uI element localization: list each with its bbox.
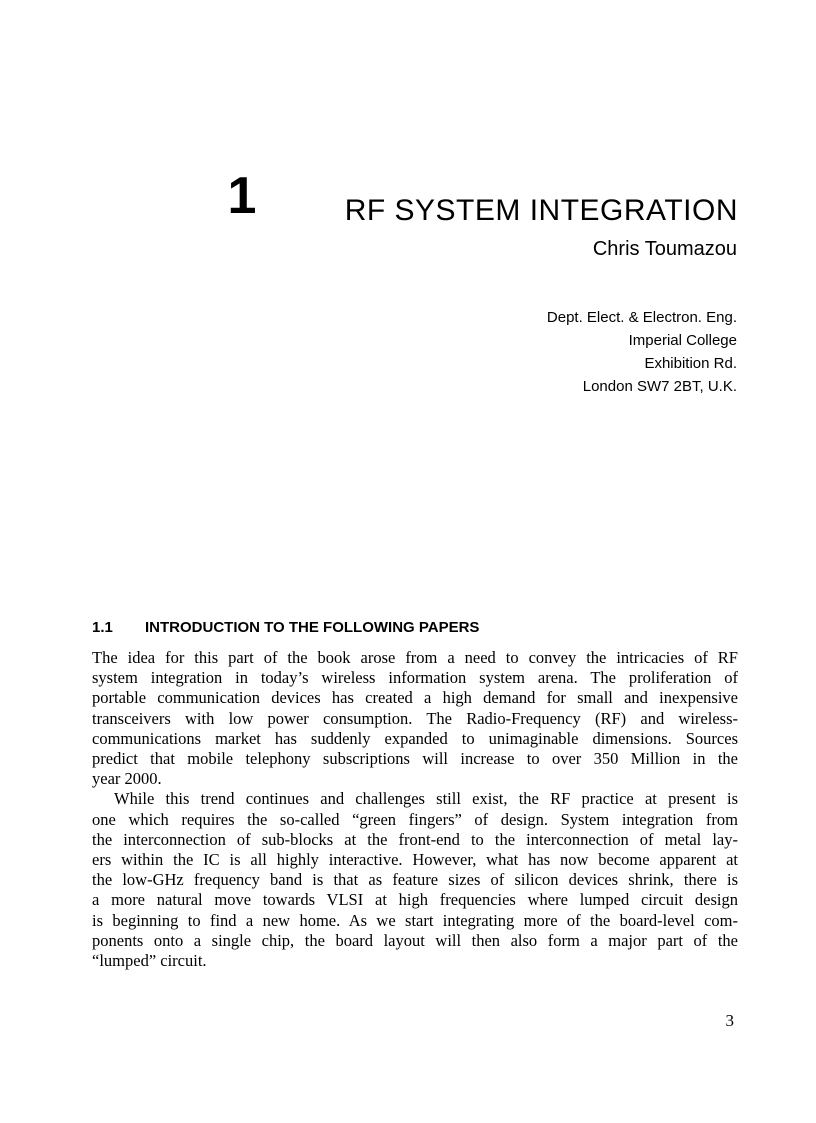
text-line: While this trend continues and challenges still exist, the RF practice at present is [114,789,738,809]
text-line: the interconnection of sub-blocks at the front-end to the interconnection of metal lay- [92,829,738,849]
body-text [92,648,738,971]
text-line: communications market has suddenly expanded to unimaginable dimensions. Sources [92,728,738,748]
affiliation-line: London SW7 2BT, U.K. [582,378,737,395]
text-line: one which requires the so-called “green fingers” of design. System integration from [92,809,738,829]
text-line: the low-GHz frequency band is that as feature sizes of silicon devices shrink, there is [92,870,738,890]
text-line: a more natural move towards VLSI at high frequencies where lumped circuit design [92,890,738,910]
affiliation-line: Imperial College [628,332,737,349]
text-line: ponents onto a single chip, the board layout will then also form a major part of the [92,930,738,950]
page-number: 3 [725,1011,734,1030]
text-line: ers within the IC is all highly interactive. However, what has now become apparent at [92,850,738,870]
section-heading [92,619,479,636]
text-line: The idea for this part of the book arose from a need to convey the intricacies of RF [92,648,738,667]
chapter-title: RF SYSTEM INTEGRATION [344,194,738,227]
text-line: year 2000. [92,769,162,789]
section-title: INTRODUCTION TO THE FOLLOWING PAPERS [145,619,480,636]
paragraph [92,648,738,789]
text-line: “lumped” circuit. [92,951,207,971]
text-line: predict that mobile telephony subscriptions will increase to over 350 Million in the [92,749,738,769]
text-line: portable communication devices has created a high demand for small and inexpensive [92,688,738,708]
text-line: system integration in today’s wireless information system arena. The proliferation of [92,668,738,688]
author-affiliation [547,306,737,398]
affiliation-line: Exhibition Rd. [644,355,737,372]
text-line: transceivers with low power consumption. The Radio-Frequency (RF) and wireless- [92,708,738,728]
chapter-number: 1 [227,167,257,225]
paragraph [92,789,738,971]
author-name: Chris Toumazou [592,238,737,260]
section-number: 1.1 [92,619,113,636]
affiliation-line: Dept. Elect. & Electron. Eng. [546,309,737,326]
text-line: is beginning to find a new home. As we start integrating more of the board-level com- [92,910,738,930]
